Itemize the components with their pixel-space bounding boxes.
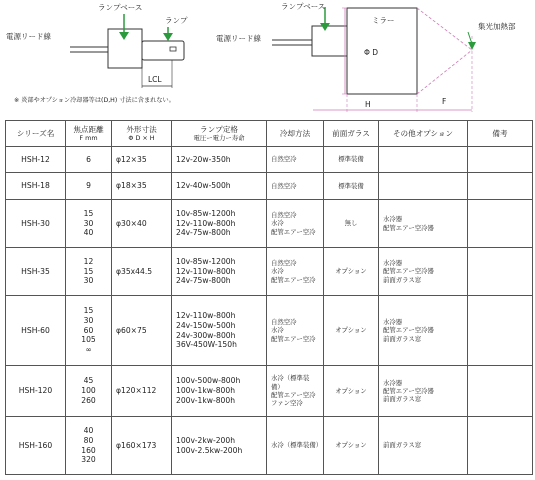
cell-focal: 12 15 30 xyxy=(66,248,112,296)
table-header-row xyxy=(6,121,533,147)
header-dims-label: 外形寸法 xyxy=(126,124,157,134)
lamp-bulb xyxy=(142,41,184,60)
header-focal-unit: F mm xyxy=(79,134,98,143)
cell-focal: 6 xyxy=(66,147,112,173)
cell-cooling: 自然空冷 水冷 配管エアー空冷 xyxy=(267,296,324,366)
cell-series: HSH-18 xyxy=(6,173,66,200)
cell-series: HSH-160 xyxy=(6,417,66,475)
header-cooling: 冷却方法 xyxy=(267,121,324,147)
diagram-note: ※ 炎部やオプション冷却器等は(D,H) 寸法に含まれない。 xyxy=(14,97,175,104)
cell-rating: 12v-20w-350h xyxy=(172,147,267,173)
cell-rating: 12v-110w-800h 24v-150w-500h 24v-300w-800h 36V-450W-150h xyxy=(172,296,267,366)
cell-rating: 100v-2kw-200h 100v-2.5kw-200h xyxy=(172,417,267,475)
header-rating-label: ランプ定格 xyxy=(200,124,238,134)
header-focal xyxy=(66,121,112,147)
lcl-label: LCL xyxy=(148,75,162,84)
spec-table xyxy=(5,120,533,475)
focus-label: 集光加熱部 xyxy=(478,22,516,31)
header-notes: 備考 xyxy=(468,121,533,147)
cell-cooling: 自然空冷 水冷 配管エアー空冷 xyxy=(267,200,324,248)
cell-focal: 40 80 160 320 xyxy=(66,417,112,475)
cell-options: 水冷器 配管エアー空冷器 前面ガラス窓 xyxy=(379,366,468,417)
cell-options xyxy=(379,147,468,173)
cell-cooling: 自然空冷 xyxy=(267,147,324,173)
cell-notes xyxy=(468,200,533,248)
cell-dims: φ120×112 xyxy=(112,366,172,417)
cell-front-glass: オプション xyxy=(324,296,379,366)
header-rating-sub: 電圧ー電力ー寿命 xyxy=(193,134,245,143)
right-lead-label: 電源リード線 xyxy=(216,34,261,43)
cell-options: 水冷器 配管エアー空冷器 前面ガラス窓 xyxy=(379,296,468,366)
cell-series: HSH-12 xyxy=(6,147,66,173)
cell-options: 水冷器 配管エアー空冷器 xyxy=(379,200,468,248)
cell-front-glass: 標準装備 xyxy=(324,147,379,173)
header-other-options: その他オプション xyxy=(379,121,468,147)
cell-rating: 10v-85w-1200h 12v-110w-800h 24v-75w-800h xyxy=(172,248,267,296)
cell-notes xyxy=(468,248,533,296)
f-label: F xyxy=(442,97,447,106)
cell-focal: 15 30 40 xyxy=(66,200,112,248)
right-base-label: ランプベース xyxy=(281,2,326,11)
focus-arrow xyxy=(468,42,476,50)
cell-cooling: 自然空冷 水冷 配管エアー空冷 xyxy=(267,248,324,296)
header-dims-sub: Φ D × H xyxy=(128,134,155,143)
mirror-label: ミラー xyxy=(372,16,395,25)
phi-d-label: Φ D xyxy=(364,48,379,57)
cell-rating: 10v-85w-1200h 12v-110w-800h 24v-75w-800h xyxy=(172,200,267,248)
cell-options: 前面ガラス窓 xyxy=(379,417,468,475)
left-lamp-assembly xyxy=(70,14,184,88)
cell-options xyxy=(379,173,468,200)
table-row xyxy=(6,417,533,475)
cell-dims: φ160×173 xyxy=(112,417,172,475)
cell-notes xyxy=(468,296,533,366)
cell-front-glass: 標準装備 xyxy=(324,173,379,200)
header-rating xyxy=(172,121,267,147)
left-base-label: ランプベース xyxy=(98,3,143,12)
cell-notes xyxy=(468,417,533,475)
header-series: シリーズ名 xyxy=(6,121,66,147)
cell-front-glass: 無し xyxy=(324,200,379,248)
lamp-arrow xyxy=(163,33,173,41)
cell-focal: 45 100 260 xyxy=(66,366,112,417)
cell-cooling: 自然空冷 xyxy=(267,173,324,200)
cell-cooling: 水冷（標準装備） 配管エアー空冷 ファン空冷 xyxy=(267,366,324,417)
cell-series: HSH-60 xyxy=(6,296,66,366)
cell-focal: 9 xyxy=(66,173,112,200)
cell-rating: 12v-40w-500h xyxy=(172,173,267,200)
cell-notes xyxy=(468,173,533,200)
cell-notes xyxy=(468,366,533,417)
cell-series: HSH-120 xyxy=(6,366,66,417)
left-lead-label: 電源リード線 xyxy=(6,32,51,41)
cell-front-glass: オプション xyxy=(324,417,379,475)
cell-dims: φ12×35 xyxy=(112,147,172,173)
cell-series: HSH-35 xyxy=(6,248,66,296)
header-dims xyxy=(112,121,172,147)
cell-cooling: 水冷（標準装備） xyxy=(267,417,324,475)
cell-front-glass: オプション xyxy=(324,248,379,296)
table-row xyxy=(6,173,533,200)
cell-front-glass: オプション xyxy=(324,366,379,417)
cell-focal: 15 30 60 105 ∞ xyxy=(66,296,112,366)
table-row xyxy=(6,366,533,417)
cell-dims: φ18×35 xyxy=(112,173,172,200)
cell-dims: φ30×40 xyxy=(112,200,172,248)
cell-series: HSH-30 xyxy=(6,200,66,248)
table-row xyxy=(6,296,533,366)
cell-notes xyxy=(468,147,533,173)
header-front-glass: 前面ガラス xyxy=(324,121,379,147)
header-focal-label: 焦点距離 xyxy=(73,124,104,134)
lamp-label: ランプ xyxy=(165,16,188,25)
table-row xyxy=(6,147,533,173)
lamp-diagram xyxy=(0,0,535,118)
table-row xyxy=(6,248,533,296)
cell-dims: φ60×75 xyxy=(112,296,172,366)
right-lamp-base xyxy=(312,26,347,56)
table-row xyxy=(6,200,533,248)
cell-options: 水冷器 配管エアー空冷器 前面ガラス窓 xyxy=(379,248,468,296)
cell-rating: 100v-500w-800h 100v-1kw-800h 200v-1kw-800h xyxy=(172,366,267,417)
cell-dims: φ35x44.5 xyxy=(112,248,172,296)
h-label: H xyxy=(365,100,371,109)
